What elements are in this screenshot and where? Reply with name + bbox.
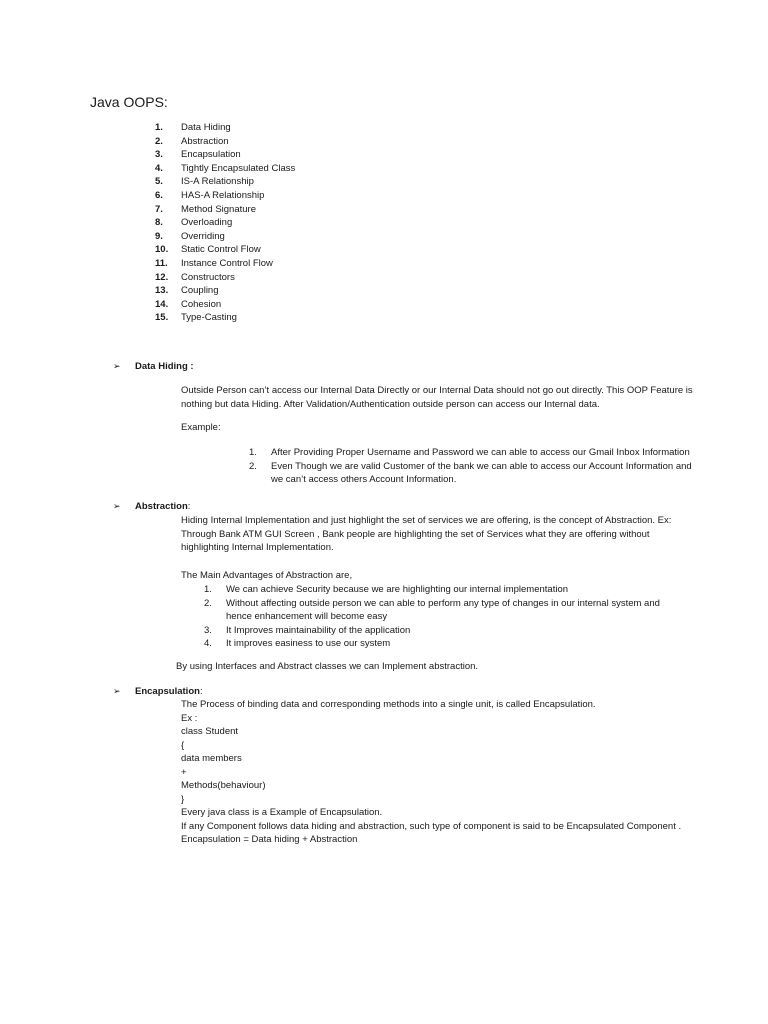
paragraph-line: class Student xyxy=(181,726,239,737)
list-item xyxy=(155,203,295,217)
heading-suffix: : xyxy=(187,501,191,512)
list-number: 12. xyxy=(155,271,169,283)
list-item xyxy=(155,298,295,312)
paragraph-line: Outside Person can’t access our Internal Data Directly or our Internal Data should not go out directly. This OOP Feature is xyxy=(181,385,693,396)
list-label: Data Hiding xyxy=(181,122,231,133)
paragraph-line: } xyxy=(181,793,185,805)
list-item xyxy=(249,460,692,487)
list-item xyxy=(155,121,295,135)
list-label: Overriding xyxy=(181,230,225,242)
example-list xyxy=(249,446,692,487)
list-label: Constructors xyxy=(181,271,235,283)
list-item xyxy=(155,148,295,162)
paragraph-line: Encapsulation = Data hiding + Abstraction xyxy=(181,834,358,845)
list-number: 8. xyxy=(155,217,163,229)
list-number: 1. xyxy=(249,447,257,458)
paragraph-line: Through Bank ATM GUI Screen , Bank people are highlighting the set of Services what they are offering without xyxy=(181,528,650,540)
list-item xyxy=(204,637,660,651)
list-line: After Providing Proper Username and Password we can able to access our Gmail Inbox Information xyxy=(271,447,690,458)
list-number: 1. xyxy=(204,584,212,595)
example-label: Example: xyxy=(181,422,221,433)
heading-suffix: : xyxy=(187,361,194,372)
list-number: 14. xyxy=(155,298,169,310)
list-item xyxy=(204,597,660,624)
list-number: 7. xyxy=(155,203,163,215)
list-item xyxy=(155,271,295,285)
list-label: Type-Casting xyxy=(181,312,237,324)
list-number: 1. xyxy=(155,122,163,133)
list-line: We can achieve Security because we are highlighting our internal implementation xyxy=(226,584,569,595)
list-item xyxy=(155,135,295,149)
heading-label: Encapsulation xyxy=(135,686,200,697)
heading-label: Data Hiding xyxy=(135,361,188,372)
list-label: Cohesion xyxy=(181,298,222,310)
paragraph-line: If any Component follows data hiding and abstraction, such type of component is said to be Encapsulated Component . xyxy=(181,820,682,832)
paragraph-line: Hiding Internal Implementation and just highlight the set of services we are offering, is the concept of Abstraction. Ex: xyxy=(181,515,672,526)
list-number: 6. xyxy=(155,189,163,201)
list-number: 15. xyxy=(155,312,169,324)
list-number: 3. xyxy=(204,624,212,636)
list-item xyxy=(204,624,660,638)
list-item xyxy=(155,189,295,203)
list-label: Instance Control Flow xyxy=(181,257,273,269)
paragraph xyxy=(181,514,671,555)
paragraph-line: Ex : xyxy=(181,712,198,724)
heading-label: Abstraction xyxy=(135,501,188,512)
list-number: 11. xyxy=(155,257,168,269)
list-item xyxy=(155,175,295,189)
advantages-intro: The Main Advantages of Abstraction are, xyxy=(181,570,353,581)
list-line: Without affecting outside person we can able to perform any type of changes in our internal system and xyxy=(226,597,660,609)
list-line: It improves easiness to use our system xyxy=(226,638,391,649)
list-label: Static Control Flow xyxy=(181,244,261,256)
list-line: Even Though we are valid Customer of the bank we can able to access our Account Information and xyxy=(271,460,692,472)
section-heading xyxy=(113,501,190,512)
list-item xyxy=(155,230,295,244)
list-number: 10. xyxy=(155,244,169,256)
list-item xyxy=(204,583,660,597)
list-label: Encapsulation xyxy=(181,149,241,161)
list-item xyxy=(155,243,295,257)
list-number: 2. xyxy=(249,460,257,472)
arrow-bullet-icon: ➢ xyxy=(113,686,121,696)
list-number: 5. xyxy=(155,176,163,188)
paragraph xyxy=(181,384,693,411)
list-label: HAS-A Relationship xyxy=(181,189,265,201)
list-item xyxy=(155,216,295,230)
list-line: It Improves maintainability of the application xyxy=(226,624,411,636)
page-title: Java OOPS: xyxy=(90,94,168,110)
list-number: 3. xyxy=(155,149,163,161)
list-item xyxy=(155,162,295,176)
paragraph-line: { xyxy=(181,739,185,751)
list-label: Tightly Encapsulated Class xyxy=(181,162,296,174)
paragraph-line: nothing but data Hiding. After Validation/Authentication outside person can access our Internal data. xyxy=(181,398,600,410)
list-label: IS-A Relationship xyxy=(181,176,254,188)
section-heading xyxy=(113,686,203,697)
list-number: 4. xyxy=(155,162,163,174)
list-line-continued: hence enhancement will become easy xyxy=(226,611,388,622)
list-number: 9. xyxy=(155,230,163,242)
section-heading xyxy=(113,361,194,372)
list-item xyxy=(155,284,295,298)
paragraph-line: Methods(behaviour) xyxy=(181,780,266,791)
list-number: 2. xyxy=(204,597,212,609)
list-label: Coupling xyxy=(181,285,219,297)
list-label: Method Signature xyxy=(181,203,256,215)
list-line-continued: we can’t access others Account Information. xyxy=(271,474,457,485)
arrow-bullet-icon: ➢ xyxy=(113,361,121,371)
list-item xyxy=(155,257,295,271)
heading-suffix: : xyxy=(199,686,203,697)
list-number: 2. xyxy=(155,135,163,147)
list-item xyxy=(249,446,692,460)
list-number: 13. xyxy=(155,285,169,297)
paragraph-line: + xyxy=(181,766,187,778)
list-label: Overloading xyxy=(181,217,233,229)
closing-line: By using Interfaces and Abstract classes we can Implement abstraction. xyxy=(176,661,479,672)
topic-list xyxy=(155,121,295,325)
paragraph-line: data members xyxy=(181,753,242,764)
list-number: 4. xyxy=(204,638,212,649)
arrow-bullet-icon: ➢ xyxy=(113,501,121,511)
list-label: Abstraction xyxy=(181,135,229,147)
paragraph-line: The Process of binding data and corresponding methods into a single unit, is called Encapsulation. xyxy=(181,699,596,710)
advantages-list xyxy=(204,583,660,651)
list-item xyxy=(155,311,295,325)
paragraph-line: Every java class is a Example of Encapsulation. xyxy=(181,807,383,818)
paragraph-line: highlighting Internal Implementation. xyxy=(181,542,334,553)
paragraph xyxy=(181,698,681,847)
